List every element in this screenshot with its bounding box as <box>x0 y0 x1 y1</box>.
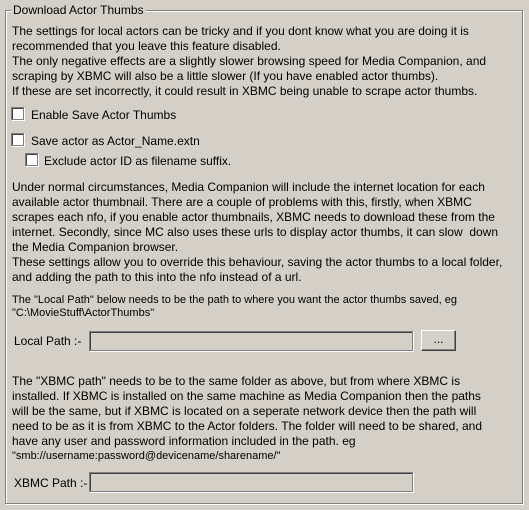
intro-line-5: If these are set incorrectly, it could result in XBMC being unable to scrape actor thumbs. <box>12 84 478 98</box>
local-path-note-line-1: The "Local Path" below needs to be the path to where you want the actor thumbs saved, eg <box>12 294 458 306</box>
xbmc-path-input[interactable] <box>89 472 413 492</box>
explain-line-1: Under normal circumstances, Media Companion will include the internet location for each <box>12 180 485 194</box>
exclude-actor-id-checkbox[interactable] <box>25 153 38 166</box>
explain-line-4: internet. Secondly, since MC also uses these urls to display actor thumbs, it can slow down <box>12 225 499 239</box>
intro-line-4: scraping by XBMC will also be a little slower (If you have enabled actor thumbs). <box>12 69 439 83</box>
intro-line-3: The only negative effects are a slightly slower browsing speed for Media Companion, and <box>12 54 487 68</box>
xbmc-path-label: XBMC Path :- <box>14 476 88 490</box>
explain-line-3: scrapes each nfo, if you enable actor thumbnails, XBMC needs to download these from the <box>12 210 495 224</box>
explain-line-7: and adding the path to this into the nfo instead of a url. <box>12 270 302 284</box>
save-actor-as-name-label[interactable]: Save actor as Actor_Name.extn <box>31 134 200 148</box>
enable-save-actor-thumbs-checkbox[interactable] <box>11 107 24 120</box>
explain-line-2: available actor thumbnail. There are a couple of problems with this, firstly, when XBMC <box>12 195 472 209</box>
intro-line-1: The settings for local actors can be tricky and if you dont know what you are doing it is <box>12 24 469 38</box>
local-path-input[interactable] <box>89 331 413 351</box>
explain-line-6: These settings allow you to override this behaviour, saving the actor thumbs to a local folder, <box>12 255 503 269</box>
exclude-actor-id-label[interactable]: Exclude actor ID as filename suffix. <box>44 154 232 168</box>
save-actor-as-name-checkbox[interactable] <box>11 133 24 146</box>
xbmc-note-line-2: installed. If XBMC is installed on the same machine as Media Companion then the paths <box>12 389 481 403</box>
xbmc-note-line-5: have any user and password information included in the path. eg <box>12 434 356 448</box>
xbmc-note-line-3: will be the same, but if XBMC is located on a seperate network device then the path will <box>12 404 477 418</box>
xbmc-note-line-4: need to be as it is from XBMC to the Actor folders. The folder will need to be shared, and <box>12 419 483 433</box>
intro-line-2: recommended that you leave this feature disabled. <box>12 39 281 53</box>
xbmc-note-line-1: The "XBMC path" needs to be to the same folder as above, but from where XBMC is <box>12 374 461 388</box>
explain-line-5: the Media Companion browser. <box>12 240 179 254</box>
browse-local-path-button[interactable]: ... <box>421 330 456 351</box>
local-path-label: Local Path :- <box>14 334 82 348</box>
enable-save-actor-thumbs-label[interactable]: Enable Save Actor Thumbs <box>31 108 177 122</box>
xbmc-note-line-6: "smb://username:password@devicename/sharename/" <box>12 450 281 462</box>
group-title: Download Actor Thumbs <box>13 3 144 17</box>
local-path-note-line-2: "C:\MovieStuff\ActorThumbs" <box>12 307 155 319</box>
